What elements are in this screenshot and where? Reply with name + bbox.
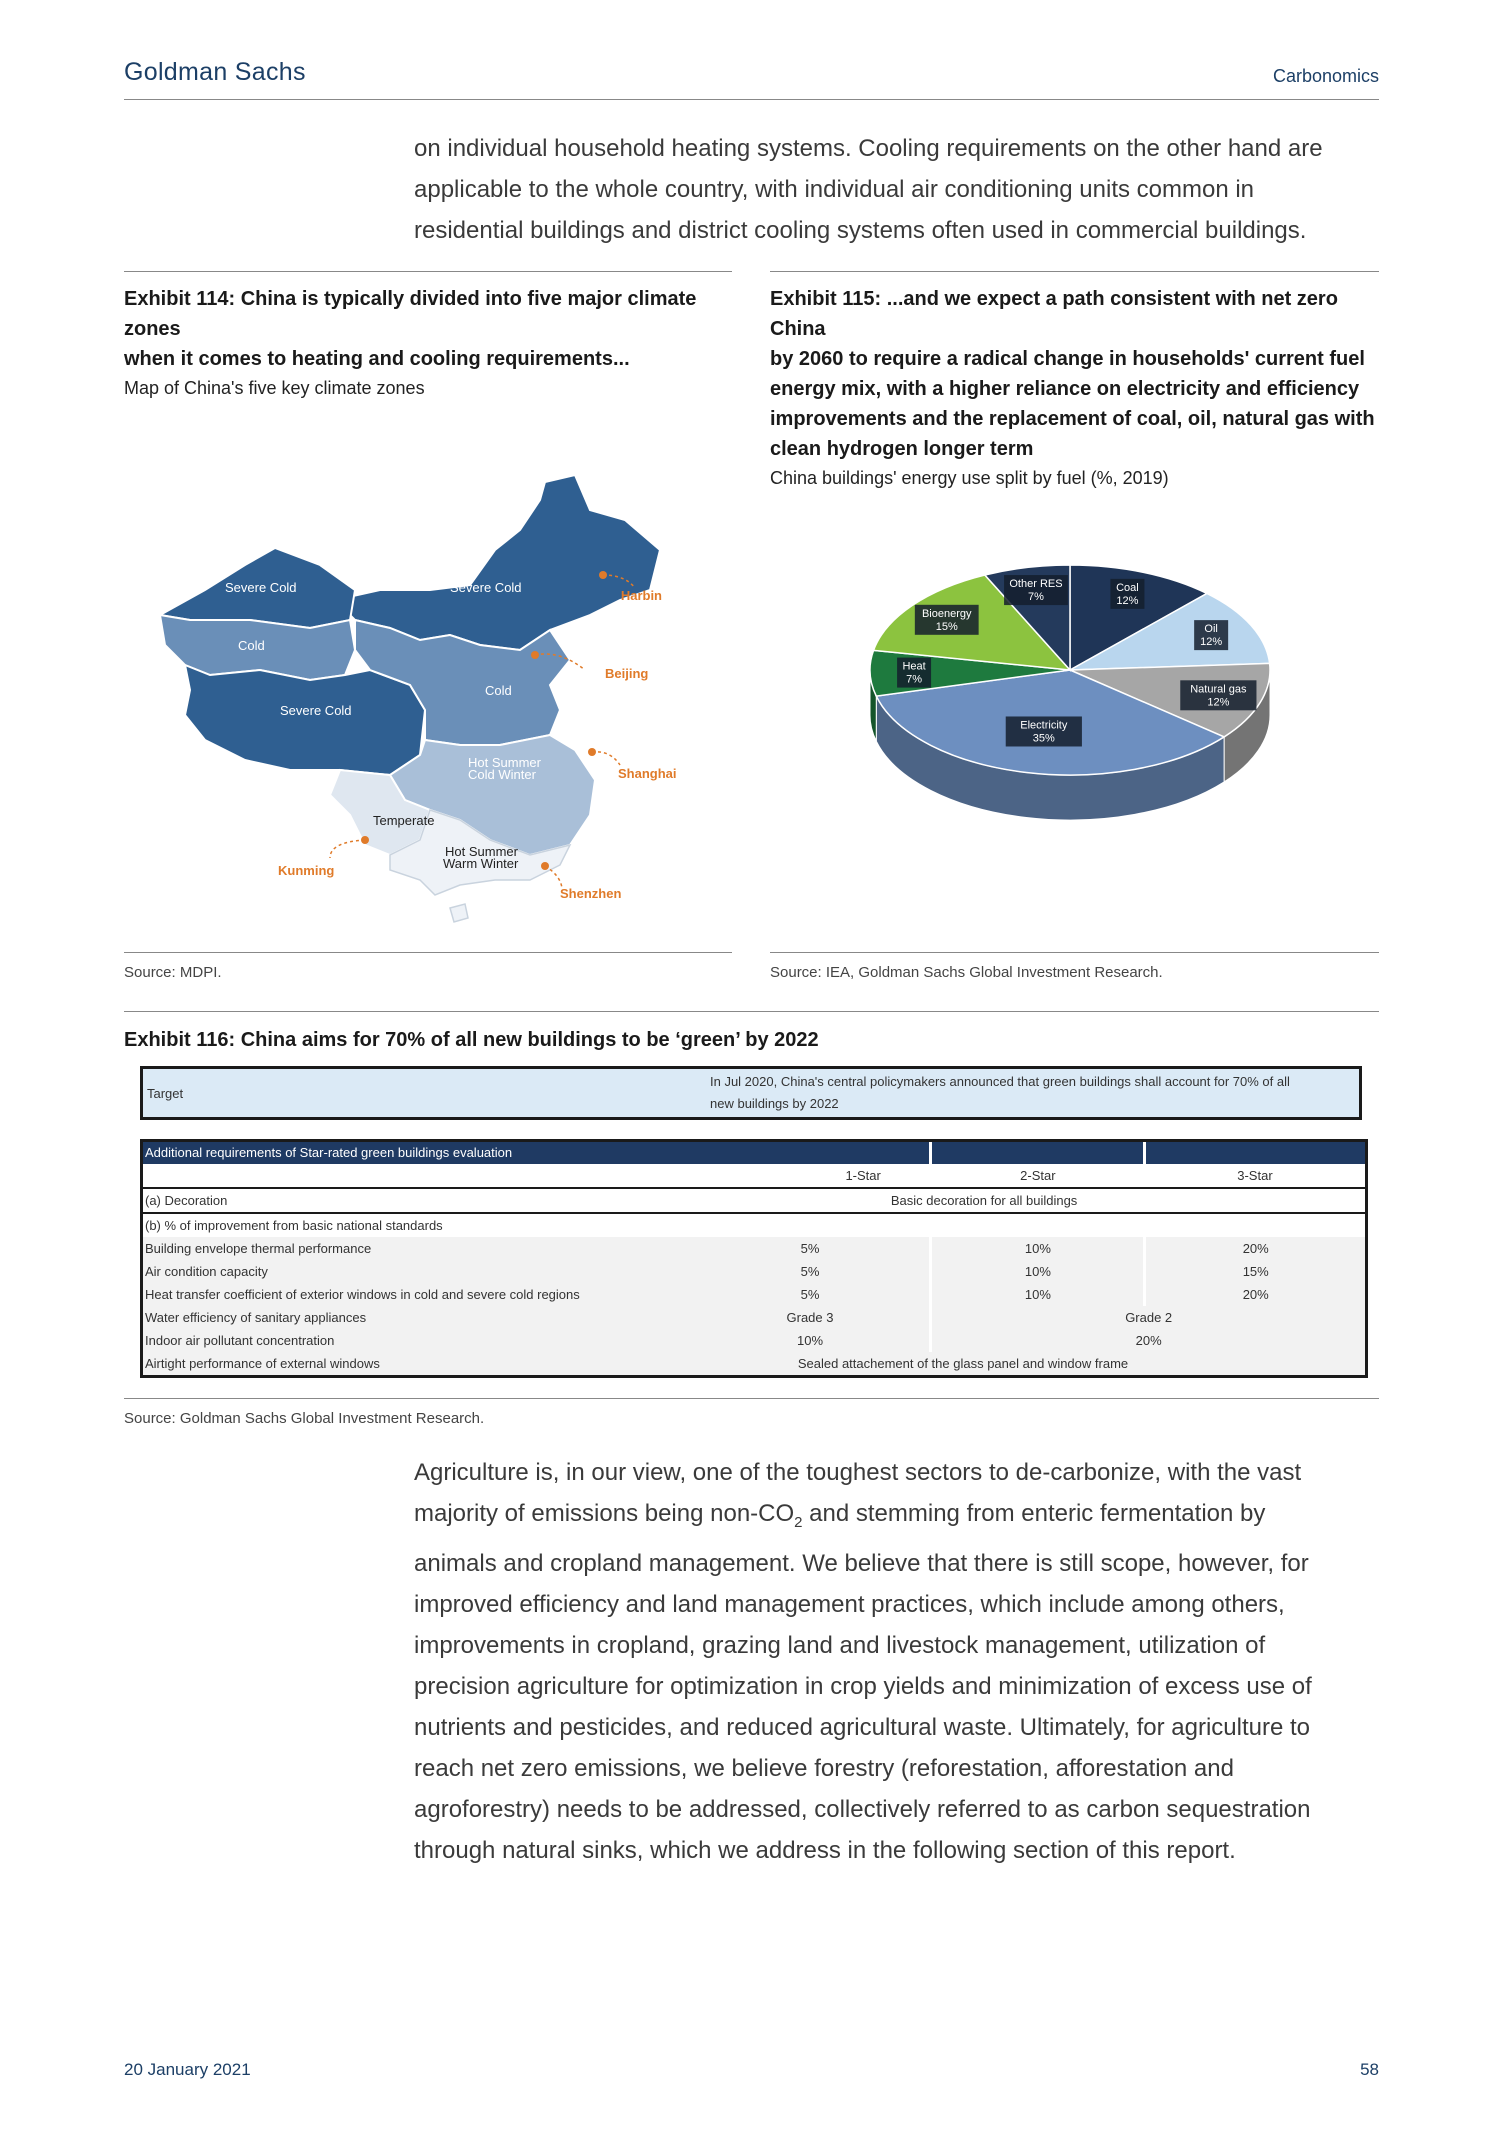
zone-severe-cold-northeast [335,475,660,650]
label-hot-summer-warm-winter-1: Hot Summer [445,844,518,859]
target-text-line: new buildings by 2022 [710,1096,839,1111]
label-shanghai: Shanghai [618,766,677,781]
china-climate-zone-map [150,470,710,930]
section-name: Carbonomics [1272,66,1379,86]
pie-label-value: 12% [1116,594,1139,607]
row-value-3-star: 20% [1145,1237,1365,1260]
agri-line: precision agriculture for optimization in crop yields and minimization of excess use of [414,1672,1312,1700]
exhibit116-top-rule [124,1011,1379,1012]
row-label-text: Indoor air pollutant concentration [145,1332,335,1348]
exhibit115-bottom-rule [770,952,1379,953]
exhibit115-subtitle: China buildings' energy use split by fuel (%, 2019) [770,468,1169,488]
target-text [706,1068,1361,1119]
row-value-all-text: Sealed attachement of the glass panel and window frame [797,1355,1129,1371]
fuel-split-pie-chart [860,550,1310,830]
pie-label-value: 15% [935,620,958,633]
exhibit116-source: Source: Goldman Sachs Global Investment Research. [124,1410,485,1427]
pie-label-name: Natural gas [1190,683,1247,696]
row-label [143,1306,931,1329]
table-row [143,1260,1365,1283]
row-label [143,1237,931,1260]
row-label [143,1329,931,1352]
label-harbin: Harbin [620,588,662,603]
table-header-spacer [931,1142,1145,1164]
hainan-island [450,904,468,922]
table-row [143,1237,1365,1260]
pie-label-coal [1110,579,1144,609]
footer-date: 20 January 2021 [124,2060,251,2079]
agri-line: reach net zero emissions, we believe forestry (reforestation, afforestation and [414,1754,1234,1782]
label-hot-summer-warm-winter-2: Warm Winter [443,856,519,871]
pie-label-value: 12% [1207,696,1230,709]
table-row [143,1306,1365,1329]
label-severe-cold-northeast: Severe Cold [450,580,522,595]
label-temperate: Temperate [373,813,435,828]
pie-label-other-res [1004,575,1068,605]
table-row [143,1283,1365,1306]
pie-label-natural-gas [1180,680,1256,710]
row-value-1-star: 5% [800,1240,820,1256]
intro-line: applicable to the whole country, with individual air conditioning units common in [414,176,1255,203]
exhibit114-source: Source: MDPI. [124,964,222,981]
intro-line: residential buildings and district cooling systems often used in commercial buildings. [414,217,1307,244]
agri-line: improved efficiency and land management practices, which include among others, [414,1590,1285,1618]
exhibit115-top-rule [770,271,1379,272]
table-row [143,1352,1365,1375]
row-value-2-3-star: Grade 2 [931,1306,1365,1329]
exhibit115-title-line: by 2060 to require a radical change in households' current fuel [770,348,1365,370]
intro-paragraph [414,128,1380,251]
page-number: 58 [1360,2060,1379,2079]
row-value-2-3-star: 20% [931,1329,1365,1352]
exhibit114-bottom-rule [124,952,732,953]
row-label [143,1260,931,1283]
row-value-3-star: 15% [1145,1260,1365,1283]
pie-label-name: Bioenergy [921,607,972,620]
label-cold-central: Cold [485,683,512,698]
exhibit116-title: Exhibit 116: China aims for 70% of all new buildings to be ‘green’ by 2022 [124,1029,819,1051]
row-value-1-star: 10% [796,1332,824,1348]
agri-line: improvements in cropland, grazing land and livestock management, utilization of [414,1631,1266,1659]
zone-severe-cold-central [185,665,425,775]
column-header-1-star: 1-Star [845,1167,881,1183]
label-severe-cold-west: Severe Cold [225,580,297,595]
table-header-spacer [1145,1142,1365,1164]
row-label-text: Air condition capacity [145,1263,268,1279]
pie-label-oil [1194,620,1228,650]
column-header-3-star: 3-Star [1237,1167,1273,1183]
row-value-2-star: 10% [931,1260,1145,1283]
decoration-value [890,1188,1365,1213]
row-value-1-star: 5% [800,1263,820,1279]
star-rating-table [140,1139,1368,1378]
exhibit115-title-line: improvements and the replacement of coal, oil, natural gas with [770,408,1375,430]
shanghai-leader [592,752,620,765]
row-value-2-star: 10% [931,1283,1145,1306]
agri-line: Agriculture is, in our view, one of the toughest sectors to de-carbonize, with the vast [414,1459,1302,1486]
target-label: Target [147,1085,184,1101]
intro-line: on individual household heating systems. Cooling requirements on the other hand are [414,135,1323,162]
pie-label-name: Coal [1116,581,1139,594]
pie-label-value: 7% [906,673,923,686]
pie-label-bioenergy [915,605,979,635]
table-header-title: Additional requirements of Star-rated green buildings evaluation [143,1142,931,1164]
row-label-text: Heat transfer coefficient of exterior windows in cold and severe cold regions [145,1286,580,1302]
header-divider [124,99,1379,100]
exhibit114-title-line: when it comes to heating and cooling requirements... [124,348,630,370]
exhibit115-title-line: Exhibit 115: ...and we expect a path consistent with net zero China [770,288,1338,340]
row-value-2-star: 10% [931,1237,1145,1260]
pie-label-name: Heat [902,660,926,673]
improvement-label: (b) % of improvement from basic national standards [143,1213,1365,1237]
row-value-3-star: 20% [1145,1283,1365,1306]
kunming-leader [330,840,365,858]
row-label-text: Airtight performance of external windows [145,1355,380,1371]
pie-label-value: 7% [1028,591,1044,604]
agri-line: agroforestry) needs to be addressed, collectively referred to as carbon sequestration [414,1795,1311,1823]
row-value-1-star: 5% [800,1286,820,1302]
agri-line: animals and cropland management. We believe that there is still scope, however, for [414,1549,1309,1577]
row-value-1-star: Grade 3 [786,1309,834,1325]
agriculture-paragraph [414,1452,1380,1871]
exhibit115-heading [770,284,1382,492]
decoration-value-text: Basic decoration for all buildings [890,1192,1078,1208]
table-row [143,1329,1365,1352]
row-label [143,1283,931,1306]
exhibit115-source: Source: IEA, Goldman Sachs Global Investment Research. [770,964,1163,981]
label-hot-summer-cold-winter-1: Hot Summer [468,755,541,770]
exhibit114-top-rule [124,271,732,272]
exhibit114-title-line: Exhibit 114: China is typically divided into five major climate zones [124,288,697,340]
pie-label-value: 35% [1032,732,1055,745]
label-cold-west: Cold [238,638,265,653]
agri-line-part: majority of emissions being non-CO [414,1500,795,1527]
label-kunming: Kunming [278,863,335,878]
pie-label-value: 12% [1200,636,1223,649]
agri-line-part: and stemming from enteric fermentation by [802,1500,1266,1527]
label-beijing: Beijing [605,666,649,681]
column-header-2-star: 2-Star [1020,1167,1056,1183]
agri-line: through natural sinks, which we address in the following section of this report. [414,1836,1236,1864]
label-hot-summer-cold-winter-2: Cold Winter [468,767,536,782]
label-shenzhen: Shenzhen [560,886,622,901]
pie-label-electricity [1006,716,1082,746]
row-value-all [797,1352,1365,1375]
pie-label-heat [897,658,931,688]
exhibit114-subtitle: Map of China's five key climate zones [124,378,425,398]
target-table [140,1066,1362,1120]
label-severe-cold-central: Severe Cold [280,703,352,718]
pie-label-name: Oil [1204,623,1218,636]
exhibit116-bottom-rule [124,1398,1379,1399]
decoration-label: (a) Decoration [143,1188,931,1213]
row-label-text: Water efficiency of sanitary appliances [145,1309,367,1325]
co2-subscript: 2 [794,1513,803,1531]
brand-logo-text: Goldman Sachs [124,58,306,86]
row-label-text: Building envelope thermal performance [145,1240,372,1256]
pie-label-name: Other RES [1009,578,1063,591]
agri-line [414,1493,1380,1543]
target-text-line: In Jul 2020, China's central policymakers announced that green buildings shall account for 70% of all [710,1074,1290,1089]
exhibit115-title-line: clean hydrogen longer term [770,438,1034,460]
exhibit114-heading [124,284,734,402]
pie-label-name: Electricity [1020,719,1068,732]
agri-line: nutrients and pesticides, and reduced agricultural waste. Ultimately, for agriculture to [414,1713,1311,1741]
exhibit115-title-line: energy mix, with a higher reliance on electricity and efficiency [770,378,1360,400]
